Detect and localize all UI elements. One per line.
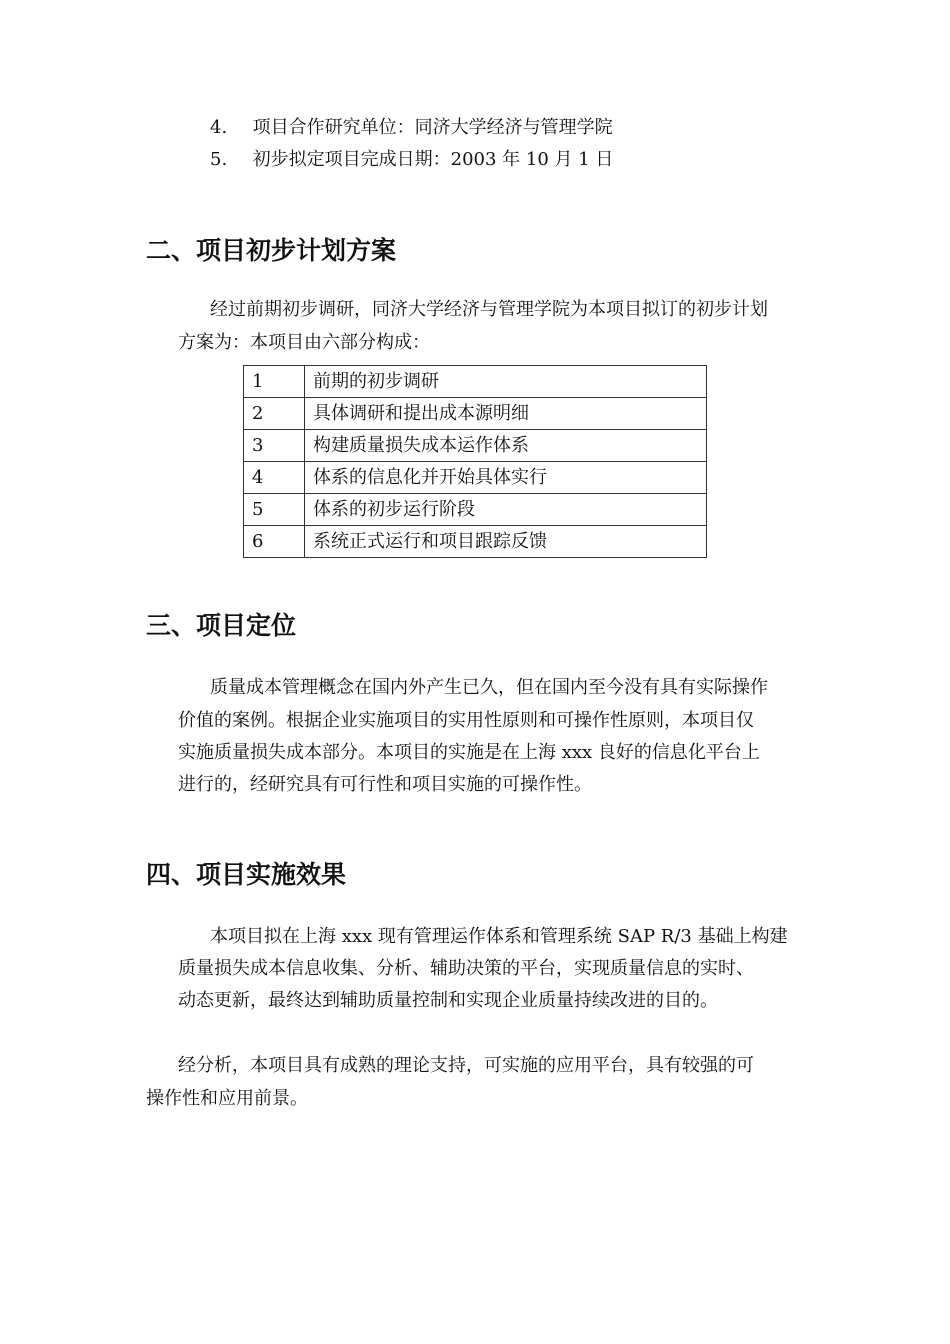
paragraph-line: 质量损失成本信息收集、分析、辅助决策的平台，实现质量信息的实时、 [178, 958, 754, 979]
table-cell-number: 1 [244, 366, 305, 398]
table-row [244, 494, 707, 526]
paragraph-line: 本项目拟在上海 xxx 现有管理运作体系和管理系统 SAP R/3 基础上构建 [210, 926, 788, 947]
list-item-text: 初步拟定项目完成日期：2003 年 10 月 1 日 [252, 149, 614, 170]
table-cell-text: 具体调研和提出成本源明细 [305, 398, 707, 430]
section-heading-plan: 二、项目初步计划方案 [146, 236, 397, 265]
section-heading-effect: 四、项目实施效果 [146, 860, 347, 889]
table-row [244, 398, 707, 430]
paragraph-line: 操作性和应用前景。 [146, 1088, 308, 1109]
paragraph-line: 实施质量损失成本部分。本项目的实施是在上海 xxx 良好的信息化平台上 [178, 742, 760, 763]
paragraph-line: 经过前期初步调研，同济大学经济与管理学院为本项目拟订的初步计划 [210, 299, 768, 320]
list-item-text: 项目合作研究单位：同济大学经济与管理学院 [252, 117, 613, 138]
table-cell-text: 构建质量损失成本运作体系 [305, 430, 707, 462]
table-cell-number: 2 [244, 398, 305, 430]
paragraph-line: 价值的案例。根据企业实施项目的实用性原则和可操作性原则，本项目仅 [178, 710, 754, 731]
table-row [244, 430, 707, 462]
list-item-5 [210, 148, 613, 172]
list-item-number: 5. [210, 149, 228, 170]
paragraph-line: 进行的，经研究具有可行性和项目实施的可操作性。 [178, 774, 592, 795]
list-item-number: 4. [210, 117, 228, 138]
table-cell-number: 6 [244, 526, 305, 558]
paragraph-line: 方案为：本项目由六部分构成： [178, 332, 430, 353]
table-cell-number: 3 [244, 430, 305, 462]
list-item-4 [210, 116, 613, 140]
paragraph-line: 质量成本管理概念在国内外产生已久，但在国内至今没有具有实际操作 [210, 677, 768, 698]
table-cell-number: 4 [244, 462, 305, 494]
table-cell-text: 体系的信息化并开始具体实行 [305, 462, 707, 494]
table-row [244, 526, 707, 558]
section-heading-positioning: 三、项目定位 [146, 611, 297, 640]
table-cell-number: 5 [244, 494, 305, 526]
plan-table [243, 365, 707, 558]
paragraph-line: 经分析，本项目具有成熟的理论支持，可实施的应用平台，具有较强的可 [178, 1055, 754, 1076]
table-cell-text: 系统正式运行和项目跟踪反馈 [305, 526, 707, 558]
paragraph-line: 动态更新，最终达到辅助质量控制和实现企业质量持续改进的目的。 [178, 990, 718, 1011]
table-row [244, 366, 707, 398]
table-cell-text: 体系的初步运行阶段 [305, 494, 707, 526]
table-cell-text: 前期的初步调研 [305, 366, 707, 398]
table-row [244, 462, 707, 494]
